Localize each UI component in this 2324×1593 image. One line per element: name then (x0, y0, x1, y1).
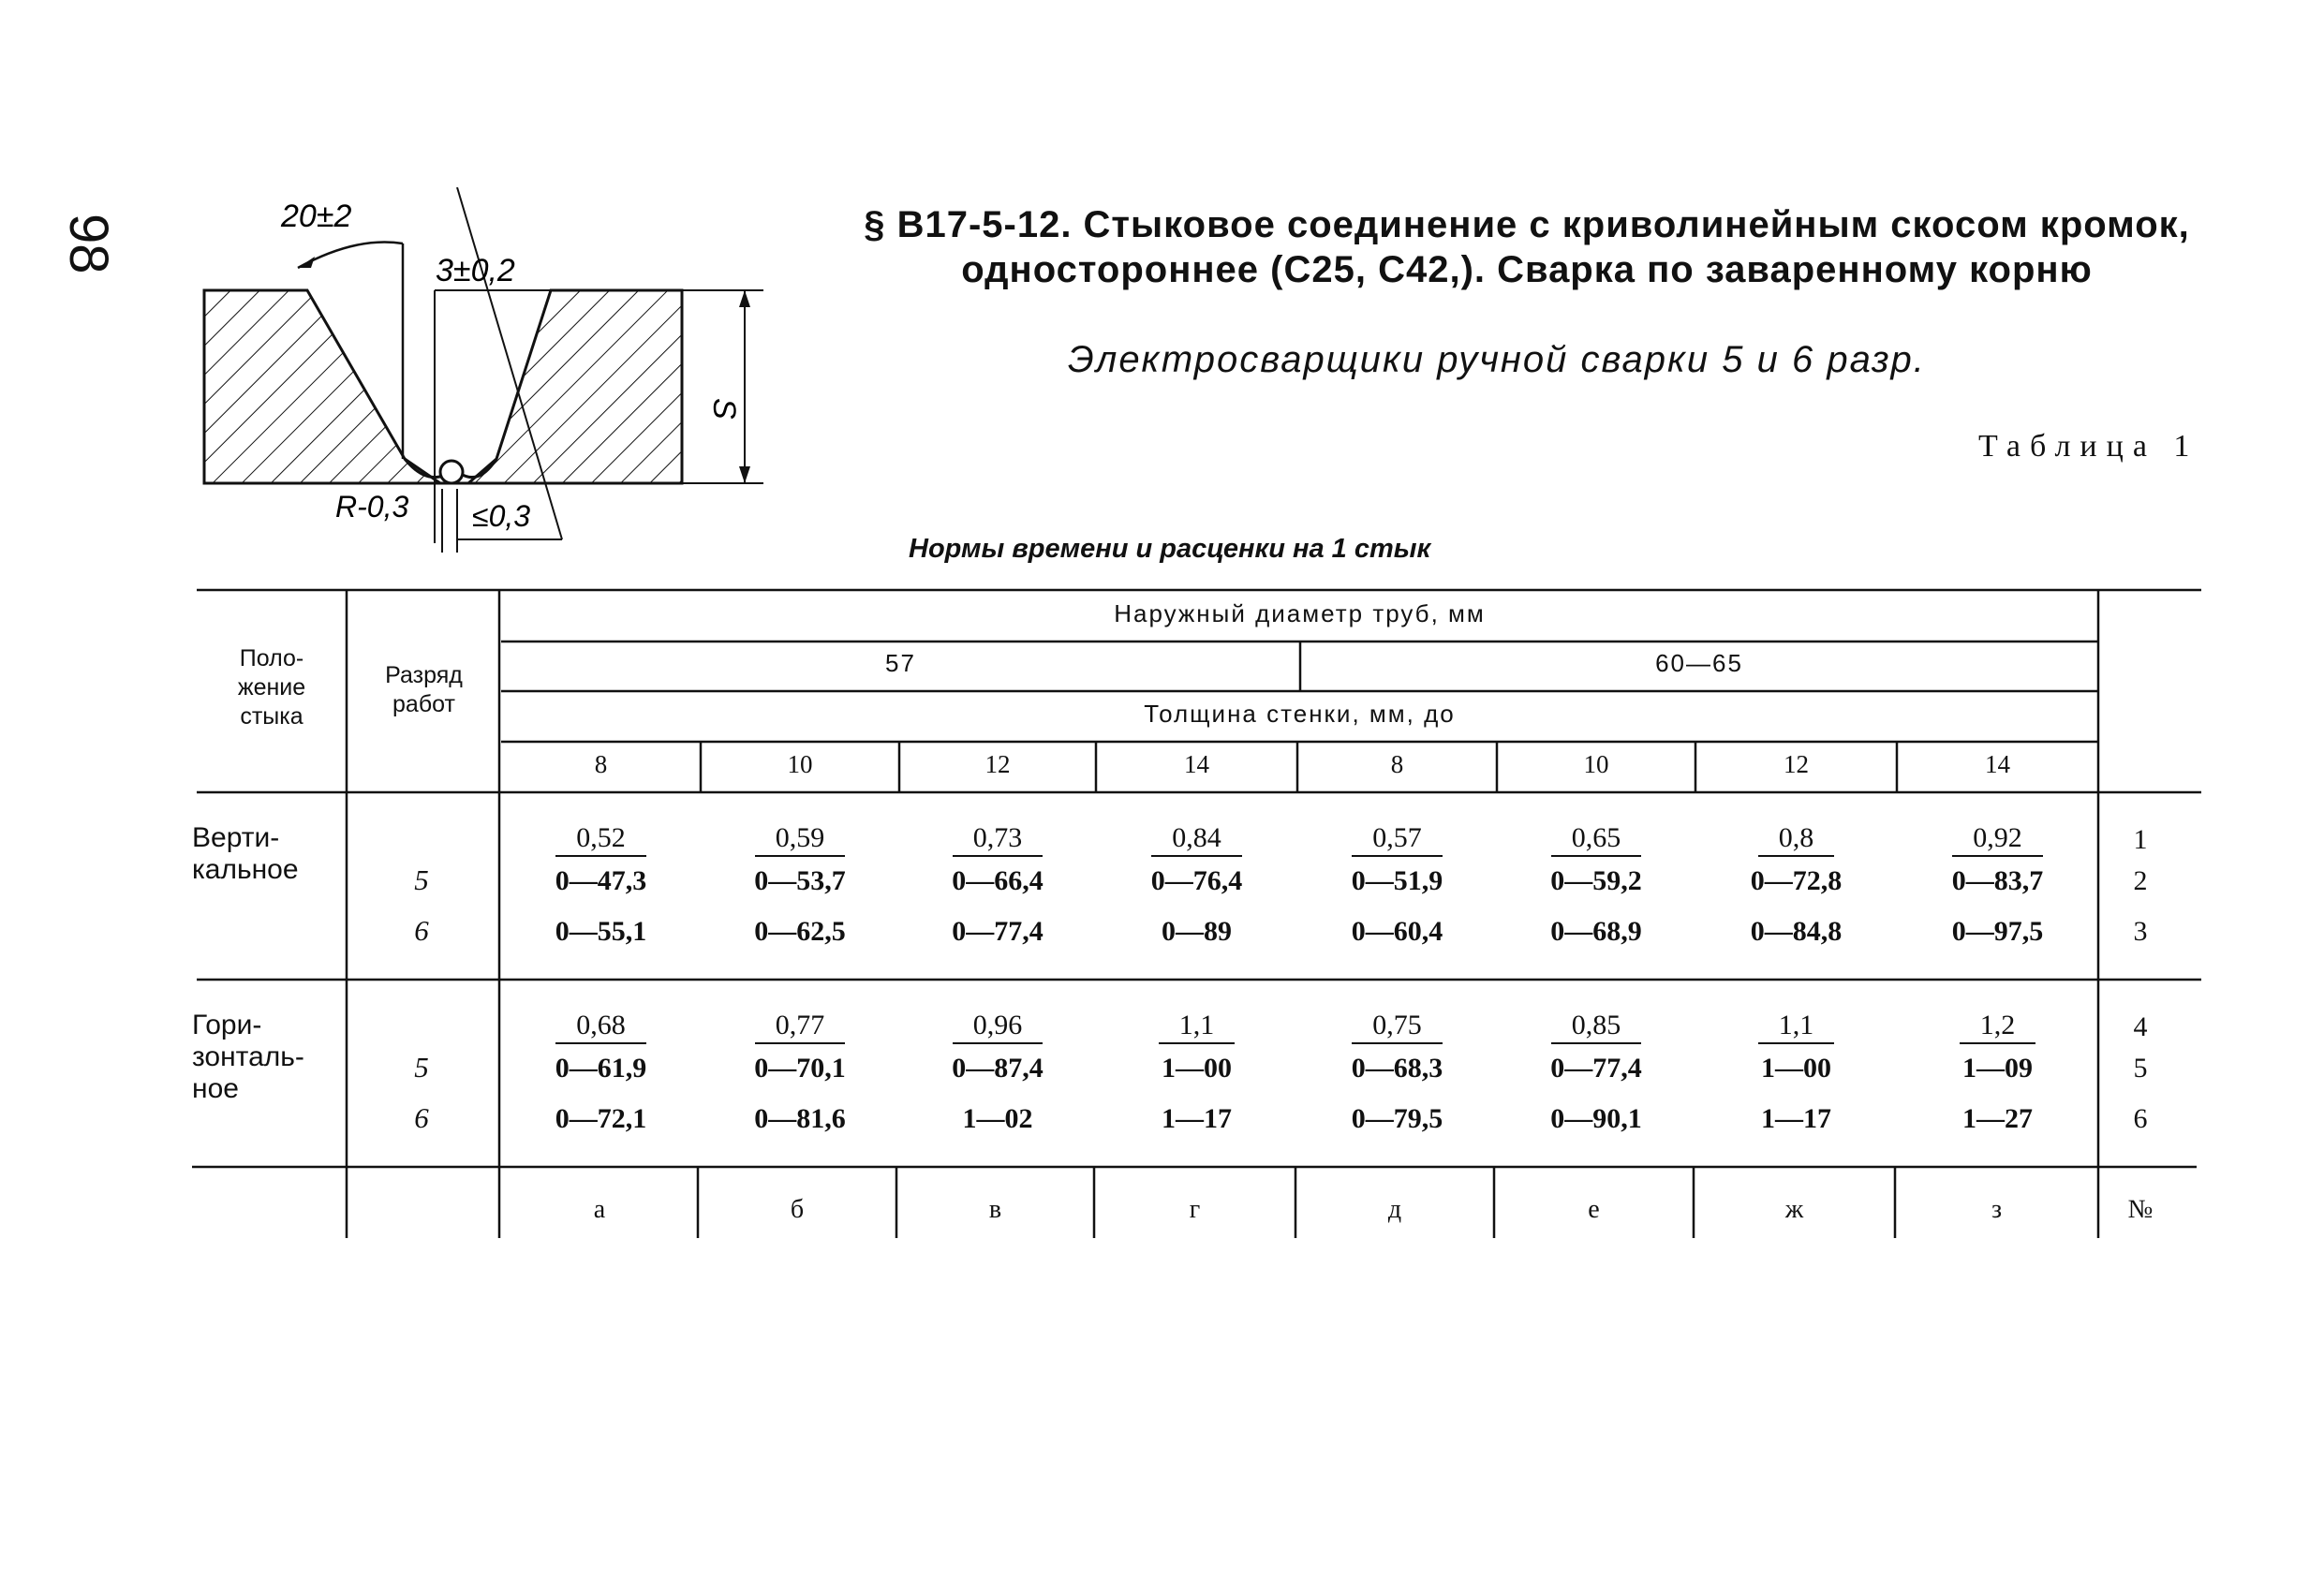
price-cell: 0—55,1 (555, 916, 647, 947)
norm-cell: 0,84 (1096, 822, 1297, 854)
norm-cell: 0,73 (899, 822, 1096, 854)
price-cell: 1—17 (1761, 1103, 1831, 1134)
radius-label: R-0,3 (335, 490, 409, 524)
grade-cell: 5 (414, 863, 429, 896)
thickness-col: 12 (1784, 750, 1809, 778)
norm-cell: 0,57 (1297, 822, 1497, 854)
price-cell: 1—02 (962, 1103, 1033, 1134)
table-label: Таблица 1 (1978, 429, 2199, 464)
price-cell: 0—47,3 (555, 865, 647, 896)
price-cell: 0—77,4 (952, 916, 1044, 947)
angle-label: 20±2 (281, 199, 352, 234)
price-cell: 0—76,4 (1150, 865, 1243, 896)
table-caption: Нормы времени и расценки на 1 стык (909, 534, 1431, 564)
price-cell: 0—83,7 (1951, 865, 2044, 896)
norm-cell: 1,1 (1096, 1010, 1297, 1041)
price-cell: 0—59,2 (1550, 865, 1642, 896)
norm-cell: 0,59 (701, 822, 899, 854)
column-letter: в (988, 1195, 1002, 1224)
grade-cell: 6 (414, 1101, 429, 1134)
norm-cell: 0,52 (501, 822, 701, 854)
norm-cell: 0,65 (1497, 822, 1695, 854)
outer-diameter-header: Наружный диаметр труб, мм (1114, 599, 1486, 627)
column-letter: ж (1784, 1195, 1804, 1224)
section-title: § В17-5-12. Стыковое соединение с криволинейным скосом кромок, одностороннее (С25, С42,). Сварка по заваренному корню (864, 204, 2190, 290)
page-number: 98 (58, 214, 119, 274)
row-number: 6 (2133, 1103, 2148, 1134)
column-letter: д (1387, 1195, 1402, 1224)
row-number: 5 (2133, 1053, 2148, 1084)
thickness-col: 14 (1985, 750, 2010, 778)
col-position-header: Поло- жение стыка (237, 645, 306, 730)
norm-cell: 0,96 (899, 1010, 1096, 1041)
price-cell: 0—68,3 (1351, 1053, 1443, 1084)
tolerance-label: ≤0,3 (472, 499, 531, 533)
thickness-col: 8 (1390, 750, 1404, 778)
column-letter: е (1588, 1195, 1600, 1224)
price-cell: 0—72,8 (1750, 865, 1843, 896)
column-letter: г (1189, 1195, 1201, 1224)
thickness-col: 10 (787, 750, 813, 778)
price-cell: 0—66,4 (952, 865, 1044, 896)
price-cell: 0—90,1 (1550, 1103, 1642, 1134)
diam-group-57: 57 (885, 649, 916, 677)
price-cell: 0—81,6 (754, 1103, 846, 1134)
price-cell: 1—00 (1761, 1053, 1831, 1084)
price-cell: 0—77,4 (1550, 1053, 1642, 1084)
price-cell: 0—97,5 (1951, 916, 2044, 947)
price-cell: 0—53,7 (754, 865, 846, 896)
norm-cell: 0,68 (501, 1010, 701, 1041)
price-cell: 1—17 (1162, 1103, 1232, 1134)
workers-line: Электросварщики ручной сварки 5 и 6 разр. (1068, 339, 1926, 380)
row-number: 1 (2133, 824, 2148, 855)
price-cell: 0—62,5 (754, 916, 846, 947)
position-horizontal: Гори- зонталь- ное (192, 1010, 304, 1104)
norm-cell: 0,75 (1297, 1010, 1497, 1041)
price-cell: 1—09 (1962, 1053, 2033, 1084)
norm-cell: 0,8 (1695, 822, 1897, 854)
price-cell: 0—70,1 (754, 1053, 846, 1084)
price-cell: 0—60,4 (1351, 916, 1443, 947)
column-letter: а (593, 1195, 606, 1224)
position-vertical: Верти- кальное (192, 822, 299, 885)
wall-thickness-header: Толщина стенки, мм, до (1144, 700, 1456, 728)
thickness-col: 12 (984, 750, 1011, 778)
norm-cell: 1,1 (1695, 1010, 1897, 1041)
row-number: 2 (2133, 865, 2148, 896)
thickness-label: S (706, 398, 742, 420)
thickness-col: 8 (594, 750, 608, 778)
price-cell: 0—68,9 (1550, 916, 1642, 947)
thickness-col: 10 (1583, 750, 1609, 778)
gap-label: 3±0,2 (436, 253, 515, 288)
price-cell: 1—00 (1162, 1053, 1232, 1084)
column-letter: б (790, 1195, 805, 1224)
price-cell: 0—51,9 (1351, 865, 1443, 896)
column-letter: з (1991, 1195, 2003, 1224)
price-cell: 0—79,5 (1351, 1103, 1443, 1134)
grade-cell: 6 (414, 914, 429, 947)
price-cell: 0—61,9 (555, 1053, 647, 1084)
norm-cell: 1,2 (1897, 1010, 2098, 1041)
thickness-col: 14 (1184, 750, 1209, 778)
row-number: 3 (2133, 916, 2148, 947)
number-label: № (2127, 1195, 2154, 1224)
col-grade-header: Разряд работ (385, 662, 463, 717)
price-cell: 1—27 (1962, 1103, 2033, 1134)
norm-cell: 0,77 (701, 1010, 899, 1041)
norm-cell: 0,85 (1497, 1010, 1695, 1041)
price-cell: 0—89 (1162, 916, 1232, 947)
diam-group-60-65: 60—65 (1655, 649, 1743, 677)
grade-cell: 5 (414, 1051, 429, 1084)
row-number: 4 (2133, 1011, 2148, 1042)
price-cell: 0—87,4 (952, 1053, 1044, 1084)
norm-cell: 0,92 (1897, 822, 2098, 854)
price-cell: 0—72,1 (555, 1103, 647, 1134)
price-cell: 0—84,8 (1750, 916, 1843, 947)
